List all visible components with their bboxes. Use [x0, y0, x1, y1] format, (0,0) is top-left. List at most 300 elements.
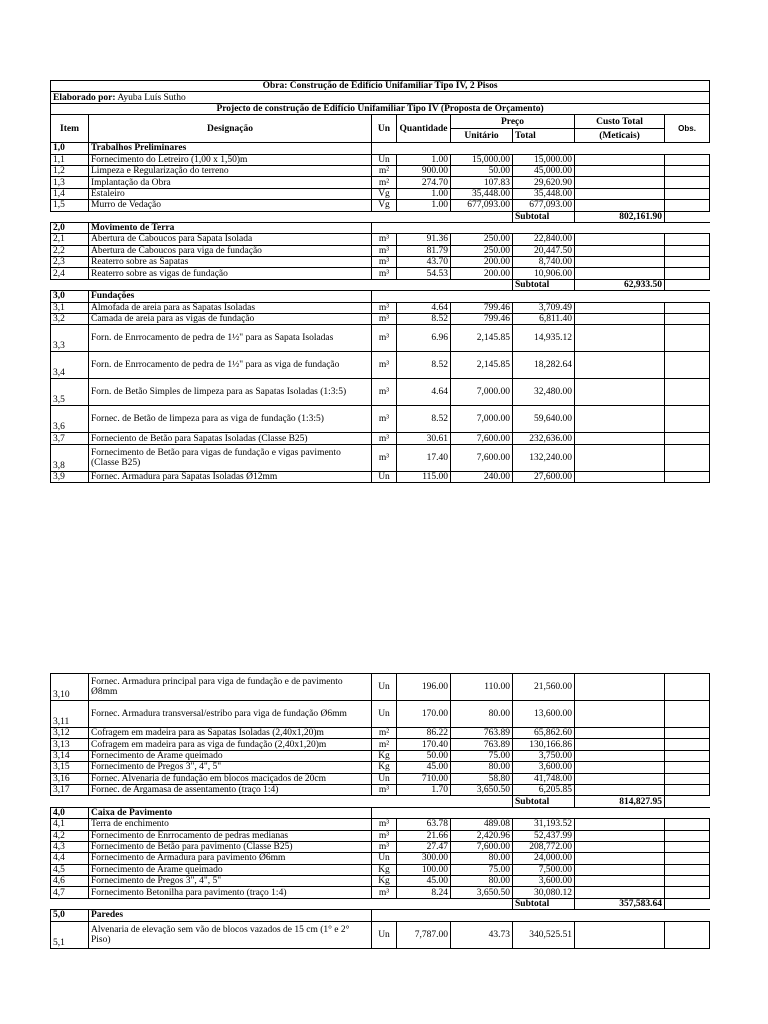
section-number: 2,0 — [51, 222, 89, 233]
item-total: 3,600.00 — [513, 762, 575, 773]
subtotal-value: 802,161.90 — [575, 211, 665, 222]
subtotal-row — [51, 211, 710, 222]
col-header-obs: Obs. — [665, 115, 710, 143]
item-quantity: 63.78 — [397, 819, 451, 830]
item-unit: Kg — [372, 864, 397, 875]
item-total: 10,906.00 — [513, 268, 575, 279]
table-row — [51, 819, 710, 830]
item-number: 3,15 — [51, 762, 89, 773]
table-row — [51, 876, 710, 887]
item-number: 3,11 — [51, 701, 89, 728]
item-cost-cell — [575, 830, 665, 841]
item-quantity: 54.53 — [397, 268, 451, 279]
section-3b — [51, 674, 710, 808]
item-unit-price: 80.00 — [451, 762, 513, 773]
item-obs-cell — [665, 750, 710, 761]
item-unit: m³ — [372, 257, 397, 268]
item-cost-cell — [575, 352, 665, 379]
item-description: Abertura de Caboucos para viga de fundação — [89, 245, 372, 256]
table-row — [51, 268, 710, 279]
item-number: 1,1 — [51, 154, 89, 165]
item-unit-price: 3,650.50 — [451, 887, 513, 898]
item-number: 2,2 — [51, 245, 89, 256]
table-row — [51, 433, 710, 444]
item-number: 4,6 — [51, 876, 89, 887]
item-unit: m³ — [372, 830, 397, 841]
section-title: Movimento de Terra — [89, 222, 372, 233]
section-title-filler — [372, 222, 710, 233]
item-cost-cell — [575, 876, 665, 887]
col-header-total: Total — [513, 129, 575, 143]
item-obs-cell — [665, 245, 710, 256]
col-header-quantidade: Quantidade — [397, 115, 451, 143]
section-title-filler — [372, 291, 710, 302]
item-unit: m² — [372, 165, 397, 176]
item-total: 18,282.64 — [513, 352, 575, 379]
item-quantity: 81.79 — [397, 245, 451, 256]
item-cost-cell — [575, 433, 665, 444]
item-obs-cell — [665, 674, 710, 701]
table-row — [51, 406, 710, 433]
item-obs-cell — [665, 177, 710, 188]
item-cost-cell — [575, 674, 665, 701]
item-quantity: 100.00 — [397, 864, 451, 875]
item-obs-cell — [665, 921, 710, 948]
item-quantity: 1.70 — [397, 784, 451, 795]
item-unit-price: 250.00 — [451, 245, 513, 256]
item-total: 3,750.00 — [513, 750, 575, 761]
item-quantity: 196.00 — [397, 674, 451, 701]
item-description: Fornecimento de Betão para vigas de fundação e vigas pavimento (Classe B25) — [89, 444, 372, 471]
item-number: 1,2 — [51, 165, 89, 176]
item-unit-price: 799.46 — [451, 302, 513, 313]
item-unit-price: 2,145.85 — [451, 352, 513, 379]
item-unit-price: 250.00 — [451, 234, 513, 245]
item-cost-cell — [575, 773, 665, 784]
item-number: 3,5 — [51, 379, 89, 406]
item-quantity: 170.00 — [397, 701, 451, 728]
section-title: Caixa de Pavimento — [89, 807, 372, 818]
item-unit: m³ — [372, 245, 397, 256]
subtotal-label: Subtotal — [513, 211, 575, 222]
item-cost-cell — [575, 853, 665, 864]
item-number: 3,2 — [51, 314, 89, 325]
item-unit: m³ — [372, 302, 397, 313]
item-unit: Kg — [372, 876, 397, 887]
item-number: 4,5 — [51, 864, 89, 875]
item-unit: Un — [372, 674, 397, 701]
item-description: Fornecimento de Arame queimado — [89, 864, 372, 875]
item-obs-cell — [665, 841, 710, 852]
item-total: 21,560.00 — [513, 674, 575, 701]
item-number: 3,12 — [51, 728, 89, 739]
item-quantity: 710.00 — [397, 773, 451, 784]
item-number: 4,1 — [51, 819, 89, 830]
item-unit-price: 7,600.00 — [451, 444, 513, 471]
item-number: 3,16 — [51, 773, 89, 784]
item-total: 65,862.60 — [513, 728, 575, 739]
item-obs-cell — [665, 165, 710, 176]
section-1 — [51, 143, 710, 223]
item-unit-price: 763.89 — [451, 739, 513, 750]
item-unit-price: 110.00 — [451, 674, 513, 701]
subtotal-obs-spacer — [665, 796, 710, 807]
item-quantity: 17.40 — [397, 444, 451, 471]
section-title-filler — [372, 910, 710, 921]
table-row — [51, 784, 710, 795]
item-total: 15,000.00 — [513, 154, 575, 165]
item-cost-cell — [575, 728, 665, 739]
item-number: 3,14 — [51, 750, 89, 761]
item-cost-cell — [575, 379, 665, 406]
item-unit: m³ — [372, 784, 397, 795]
table-row — [51, 200, 710, 211]
item-total: 45,000.00 — [513, 165, 575, 176]
item-unit-price: 799.46 — [451, 314, 513, 325]
project-subtitle: Projecto de construção de Edifício Unifamiliar Tipo IV (Proposta de Orçamento) — [51, 103, 710, 114]
item-cost-cell — [575, 750, 665, 761]
item-description: Cofragem em madeira para as viga de fundação (2,40x1,20)m — [89, 739, 372, 750]
section-3a — [51, 291, 710, 483]
item-obs-cell — [665, 314, 710, 325]
item-description: Fornecimento de Armadura para pavimento Ø6mm — [89, 853, 372, 864]
item-total: 31,193.52 — [513, 819, 575, 830]
item-unit: m² — [372, 739, 397, 750]
budget-table-page-2 — [50, 673, 710, 949]
item-total: 8,740.00 — [513, 257, 575, 268]
table-row — [51, 728, 710, 739]
item-description: Reaterro sobre as Sapatas — [89, 257, 372, 268]
item-cost-cell — [575, 701, 665, 728]
table-row — [51, 245, 710, 256]
item-unit-price: 2,145.85 — [451, 325, 513, 352]
item-number: 3,13 — [51, 739, 89, 750]
table-row — [51, 257, 710, 268]
item-description: Estaleiro — [89, 188, 372, 199]
item-unit: m³ — [372, 268, 397, 279]
item-quantity: 4.64 — [397, 302, 451, 313]
table-row — [51, 379, 710, 406]
item-total: 24,000.00 — [513, 853, 575, 864]
item-total: 32,480.00 — [513, 379, 575, 406]
item-total: 3,709.49 — [513, 302, 575, 313]
subtotal-label: Subtotal — [513, 796, 575, 807]
item-unit: m² — [372, 177, 397, 188]
item-obs-cell — [665, 188, 710, 199]
item-obs-cell — [665, 444, 710, 471]
item-quantity: 50.00 — [397, 750, 451, 761]
item-unit: Un — [372, 773, 397, 784]
item-total: 14,935.12 — [513, 325, 575, 352]
item-number: 1,3 — [51, 177, 89, 188]
item-cost-cell — [575, 444, 665, 471]
item-total: 6,205.85 — [513, 784, 575, 795]
subtotal-value: 357,583.64 — [575, 898, 665, 909]
table-row — [51, 864, 710, 875]
item-cost-cell — [575, 234, 665, 245]
item-quantity: 115.00 — [397, 471, 451, 482]
item-obs-cell — [665, 268, 710, 279]
item-unit: Vg — [372, 188, 397, 199]
item-obs-cell — [665, 728, 710, 739]
item-description: Fornecimento de Pregos 3", 4", 5" — [89, 762, 372, 773]
item-obs-cell — [665, 864, 710, 875]
item-unit-price: 489.08 — [451, 819, 513, 830]
item-quantity: 8.52 — [397, 314, 451, 325]
item-quantity: 274.70 — [397, 177, 451, 188]
item-obs-cell — [665, 784, 710, 795]
table-row — [51, 444, 710, 471]
item-description: Reaterro sobre as vigas de fundação — [89, 268, 372, 279]
item-total: 30,080.12 — [513, 887, 575, 898]
item-description: Murro de Vedação — [89, 200, 372, 211]
author-name: Ayuba Luís Sutho — [117, 92, 186, 103]
table-row — [51, 234, 710, 245]
item-description: Fornec. de Argamasa de assentamento (traço 1:4) — [89, 784, 372, 795]
item-cost-cell — [575, 268, 665, 279]
item-quantity: 8.52 — [397, 352, 451, 379]
subtotal-label: Subtotal — [513, 898, 575, 909]
subtotal-spacer — [51, 279, 513, 290]
subtotal-spacer — [51, 898, 513, 909]
item-unit-price: 80.00 — [451, 853, 513, 864]
author-line — [51, 92, 710, 103]
item-unit-price: 7,000.00 — [451, 406, 513, 433]
section-title-filler — [372, 807, 710, 818]
item-number: 3,7 — [51, 433, 89, 444]
item-obs-cell — [665, 257, 710, 268]
item-description: Fornecimento de Betão para pavimento (Classe B25) — [89, 841, 372, 852]
item-quantity: 45.00 — [397, 876, 451, 887]
col-header-un: Un — [372, 115, 397, 143]
table-row — [51, 739, 710, 750]
item-unit-price: 107.83 — [451, 177, 513, 188]
item-number: 1,5 — [51, 200, 89, 211]
table-row — [51, 471, 710, 482]
item-number: 3,9 — [51, 471, 89, 482]
table-row — [51, 177, 710, 188]
item-unit: m³ — [372, 406, 397, 433]
item-obs-cell — [665, 830, 710, 841]
item-number: 4,4 — [51, 853, 89, 864]
subtotal-row — [51, 279, 710, 290]
item-description: Forn. de Betão Simples de limpeza para as Sapatas Isoladas (1:3:5) — [89, 379, 372, 406]
item-total: 232,636.00 — [513, 433, 575, 444]
item-unit-price: 80.00 — [451, 876, 513, 887]
item-unit-price: 3,650.50 — [451, 784, 513, 795]
item-unit-price: 80.00 — [451, 701, 513, 728]
item-quantity: 45.00 — [397, 762, 451, 773]
item-obs-cell — [665, 302, 710, 313]
section-number: 4,0 — [51, 807, 89, 818]
item-total: 132,240.00 — [513, 444, 575, 471]
item-number: 2,4 — [51, 268, 89, 279]
item-number: 3,3 — [51, 325, 89, 352]
item-obs-cell — [665, 325, 710, 352]
item-unit-price: 763.89 — [451, 728, 513, 739]
item-unit: Kg — [372, 762, 397, 773]
item-quantity: 91.36 — [397, 234, 451, 245]
section-number: 3,0 — [51, 291, 89, 302]
item-unit: Vg — [372, 200, 397, 211]
item-number: 4,2 — [51, 830, 89, 841]
item-obs-cell — [665, 819, 710, 830]
item-unit-price: 240.00 — [451, 471, 513, 482]
table-row — [51, 762, 710, 773]
table-row — [51, 921, 710, 948]
item-description: Fornecimento de Enrrocamento de pedras medianas — [89, 830, 372, 841]
item-description: Camada de areia para as vigas de fundação — [89, 314, 372, 325]
table-row — [51, 165, 710, 176]
item-unit: m³ — [372, 352, 397, 379]
table-row — [51, 154, 710, 165]
section-title: Trabalhos Preliminares — [89, 143, 372, 154]
item-description: Forn. de Enrrocamento de pedra de 1½" para as Sapata Isoladas — [89, 325, 372, 352]
item-unit-price: 200.00 — [451, 268, 513, 279]
item-number: 3,4 — [51, 352, 89, 379]
section-2 — [51, 222, 710, 290]
item-unit: Kg — [372, 750, 397, 761]
item-quantity: 1.00 — [397, 200, 451, 211]
item-number: 3,1 — [51, 302, 89, 313]
item-unit-price: 43.73 — [451, 921, 513, 948]
item-quantity: 900.00 — [397, 165, 451, 176]
item-cost-cell — [575, 325, 665, 352]
item-unit: m³ — [372, 314, 397, 325]
table-row — [51, 773, 710, 784]
item-quantity: 300.00 — [397, 853, 451, 864]
item-total: 35,448.00 — [513, 188, 575, 199]
table-row — [51, 853, 710, 864]
item-description: Forneciento de Betão para Sapatas Isoladas (Classe B25) — [89, 433, 372, 444]
subtotal-row — [51, 796, 710, 807]
item-obs-cell — [665, 433, 710, 444]
section-title-row — [51, 291, 710, 302]
item-cost-cell — [575, 200, 665, 211]
item-unit-price: 50.00 — [451, 165, 513, 176]
item-quantity: 21.66 — [397, 830, 451, 841]
item-description: Fornecimento de Pregos 3", 4", 5" — [89, 876, 372, 887]
item-unit: m³ — [372, 841, 397, 852]
item-cost-cell — [575, 887, 665, 898]
item-unit: m² — [372, 728, 397, 739]
item-cost-cell — [575, 154, 665, 165]
item-number: 3,10 — [51, 674, 89, 701]
item-obs-cell — [665, 876, 710, 887]
item-description: Alvenaria de elevação sem vão de blocos vazados de 15 cm (1° e 2° Piso) — [89, 921, 372, 948]
item-cost-cell — [575, 188, 665, 199]
item-obs-cell — [665, 762, 710, 773]
section-title: Fundações — [89, 291, 372, 302]
subtotal-value: 62,933.50 — [575, 279, 665, 290]
table-row — [51, 830, 710, 841]
item-cost-cell — [575, 165, 665, 176]
item-quantity: 43.70 — [397, 257, 451, 268]
item-cost-cell — [575, 302, 665, 313]
item-description: Fornec. de Betão de limpeza para as viga de fundação (1:3:5) — [89, 406, 372, 433]
table-row — [51, 841, 710, 852]
item-obs-cell — [665, 406, 710, 433]
item-description: Implantação da Obra — [89, 177, 372, 188]
item-obs-cell — [665, 471, 710, 482]
item-cost-cell — [575, 245, 665, 256]
item-obs-cell — [665, 853, 710, 864]
item-total: 52,437.99 — [513, 830, 575, 841]
table-row — [51, 325, 710, 352]
item-description: Abertura de Caboucos para Sapata Isolada — [89, 234, 372, 245]
item-description: Fornecimento do Letreiro (1,00 x 1,50)m — [89, 154, 372, 165]
table-row — [51, 314, 710, 325]
budget-table-page-1 — [50, 80, 710, 483]
subtotal-value: 814,827.95 — [575, 796, 665, 807]
project-title: Obra: Construção de Edifício Unifamiliar Tipo IV, 2 Pisos — [51, 81, 710, 92]
item-unit-price: 2,420.96 — [451, 830, 513, 841]
item-number: 4,7 — [51, 887, 89, 898]
item-number: 3,17 — [51, 784, 89, 795]
item-quantity: 8.24 — [397, 887, 451, 898]
item-unit: m³ — [372, 325, 397, 352]
table-row — [51, 352, 710, 379]
item-total: 13,600.00 — [513, 701, 575, 728]
subtotal-obs-spacer — [665, 898, 710, 909]
col-header-designacao: Designação — [89, 115, 372, 143]
item-total: 29,620.90 — [513, 177, 575, 188]
author-label: Elaborado por: — [53, 92, 116, 103]
item-number: 3,6 — [51, 406, 89, 433]
item-number: 3,8 — [51, 444, 89, 471]
section-4 — [51, 807, 710, 910]
table-row — [51, 302, 710, 313]
section-title-filler — [372, 143, 710, 154]
col-header-preco: Preço — [451, 115, 575, 129]
item-cost-cell — [575, 739, 665, 750]
item-total: 208,772.00 — [513, 841, 575, 852]
table-row — [51, 188, 710, 199]
col-header-custo-total: Custo Total — [575, 115, 665, 129]
table-row — [51, 701, 710, 728]
item-cost-cell — [575, 819, 665, 830]
item-quantity: 1.00 — [397, 188, 451, 199]
item-total: 130,166.86 — [513, 739, 575, 750]
item-unit: Un — [372, 921, 397, 948]
col-header-meticais: (Meticais) — [575, 129, 665, 143]
item-total: 20,447.50 — [513, 245, 575, 256]
item-unit: m³ — [372, 234, 397, 245]
item-total: 41,748.00 — [513, 773, 575, 784]
section-number: 1,0 — [51, 143, 89, 154]
item-unit-price: 7,600.00 — [451, 433, 513, 444]
section-title-row — [51, 143, 710, 154]
item-total: 59,640.00 — [513, 406, 575, 433]
item-unit: Un — [372, 471, 397, 482]
subtotal-row — [51, 898, 710, 909]
item-number: 1,4 — [51, 188, 89, 199]
table-row — [51, 887, 710, 898]
item-quantity: 1.00 — [397, 154, 451, 165]
subtotal-obs-spacer — [665, 279, 710, 290]
item-unit: Un — [372, 154, 397, 165]
item-cost-cell — [575, 471, 665, 482]
item-cost-cell — [575, 841, 665, 852]
item-number: 2,3 — [51, 257, 89, 268]
item-description: Fornecimento de Arame queimado — [89, 750, 372, 761]
item-description: Fornec. Armadura principal para viga de fundação e de pavimento Ø8mm — [89, 674, 372, 701]
item-description: Forn. de Enrrocamento de pedra de 1½" para as viga de fundação — [89, 352, 372, 379]
subtotal-spacer — [51, 796, 513, 807]
table-row — [51, 674, 710, 701]
section-5 — [51, 910, 710, 948]
item-unit: Un — [372, 853, 397, 864]
